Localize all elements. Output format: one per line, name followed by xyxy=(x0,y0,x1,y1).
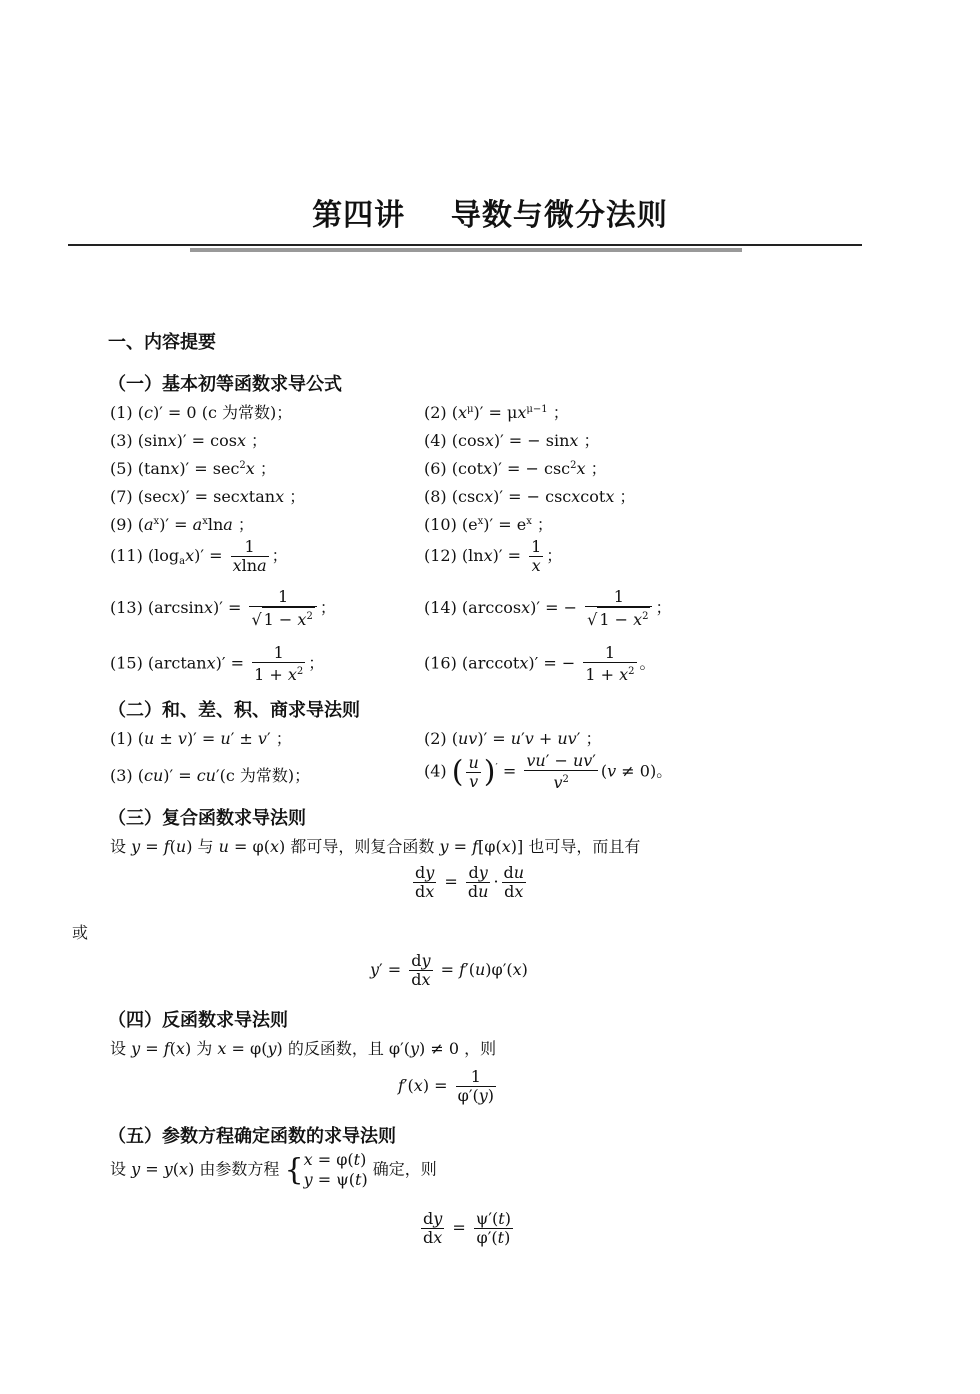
formula-label: (3) xyxy=(110,766,133,785)
section-3-intro: 设 y = f(u) 与 u = φ(x) 都可导，则复合函数 y = f[φ(x)] 也可导，而且有 xyxy=(110,837,641,856)
intro-text: 设 xyxy=(110,1039,127,1058)
intro-text: 由参数方程 xyxy=(199,1159,280,1179)
rule-constant: (3) (cu)′ = cu′(c 为常数)； xyxy=(110,766,311,785)
formula-label: (4) xyxy=(424,431,447,450)
formula-1: (1) (c)′ = 0 (c 为常数)； xyxy=(110,403,293,422)
parametric-rule-formula: $\frac{dy}{dx}$ = $\frac{\psi'(t)}{\varphi'(t)}$ xyxy=(423,1209,511,1247)
fraction: $\frac{dy}{dx}$ xyxy=(423,1209,443,1247)
fraction: $\frac{1}{\varphi'(y)}$ xyxy=(457,1067,495,1105)
section-5-intro: 设 y = y(x) 由参数方程 { x = φ(t) y = ψ(t) 确定，则 xyxy=(110,1150,437,1189)
formula-8: (8) (cscx)′ = − cscxcotx ； xyxy=(424,487,636,506)
formula-label: (14) xyxy=(424,598,457,617)
formula-label: (9) xyxy=(110,515,133,534)
formula-label: (2) xyxy=(424,729,447,748)
const-note: c 为常数 xyxy=(207,403,270,422)
formula-label: (12) xyxy=(424,546,457,565)
inverse-rule-formula: f′(x) = $\frac{1}{\varphi'(y)}$ xyxy=(398,1067,495,1105)
formula-15: (15) (arctanx)′ = $\frac{1}{1 + x^2}$ ； xyxy=(110,643,325,684)
fraction: $\frac{1}{1 + x^2}$ xyxy=(585,643,635,684)
parametric-system: x = φ(t) y = ψ(t) xyxy=(303,1150,368,1189)
formula-10: (10) $(e^x)' = e^x$ ； xyxy=(424,515,553,534)
rule-product: (2) (uv)′ = u′v + uv′ ； xyxy=(424,729,602,748)
fraction: $\frac{\psi'(t)}{\varphi'(t)}$ xyxy=(475,1209,511,1247)
fraction: $\frac{u}{v}$ xyxy=(468,752,479,791)
formula-label: (15) xyxy=(110,653,143,673)
formula-7: (7) (secx)′ = secxtanx ； xyxy=(110,487,306,506)
formula-12: (12) (lnx)′ = $\frac{1}{x}$ ； xyxy=(424,537,563,575)
intro-text: 设 xyxy=(110,1159,127,1179)
formula-3: (3) (sinx)′ = cosx ； xyxy=(110,431,268,450)
title-rule-shade xyxy=(190,248,742,252)
formula-5: (5) $(\tan x)' = \sec^2x$ ； xyxy=(110,459,276,478)
fraction: $\frac{dy}{dx}$ xyxy=(415,863,435,901)
formula-4: (4) (cosx)′ = − sinx ； xyxy=(424,431,600,450)
fraction: $\frac{1}{xlna}$ xyxy=(232,537,267,575)
formula-label: (10) xyxy=(424,515,457,534)
formula-label: (1) xyxy=(110,729,133,748)
formula-11: (11) $(\log_ax)'$ = $\frac{1}{xlna}$ ； xyxy=(110,537,288,575)
summary-heading: 一、内容提要 xyxy=(108,332,216,353)
formula-14: (14) (arccosx)′ = − $\frac{1}{√ 1 - x^2}$ ； xyxy=(424,587,672,629)
fraction: $\frac{1}{√ 1 - x^2}$ xyxy=(249,588,316,629)
formula-label: (7) xyxy=(110,487,133,506)
formula-13: (13) (arcsinx)′ = $\frac{1}{√ 1 - x^2}$ ； xyxy=(110,587,336,629)
section-2-heading: （二）和、差、积、商求导法则 xyxy=(108,700,360,721)
intro-text: 也可导，而且有 xyxy=(528,837,641,856)
formula-9: (9) $(a^x)' = a^x\ln a$ ； xyxy=(110,515,254,534)
section-5-heading: （五）参数方程确定函数的求导法则 xyxy=(108,1126,396,1147)
formula-label: (1) xyxy=(110,403,133,422)
fraction: $\frac{vu' - uv'}{v^2}$ xyxy=(526,751,596,792)
formula-label: (11) xyxy=(110,546,143,565)
fraction: $\frac{1}{1 + x^2}$ xyxy=(254,643,304,684)
formula-6: (6) (cotx)′ = − $\csc^2x$ ； xyxy=(424,459,607,478)
formula-label: (5) xyxy=(110,459,133,478)
formula-2: (2) $(x^\mu)' = \mu x^{\mu-1}$ ； xyxy=(424,403,569,422)
formula-label: (4) xyxy=(424,761,447,781)
title-rule xyxy=(68,244,862,246)
fraction: $\frac{dy}{dx}$ xyxy=(411,951,431,989)
const-note: c 为常数 xyxy=(225,766,288,785)
rule-quotient: (4) ( $\frac{u}{v}$ )′ = $\frac{vu' - uv'}{v^2}$ (v ≠ 0)。 xyxy=(424,751,673,792)
formula-label: (13) xyxy=(110,598,143,617)
fraction: $\frac{dy}{du}$ xyxy=(467,863,489,901)
intro-text: 都可导，则复合函数 xyxy=(290,837,435,856)
section-1-heading: （一）基本初等函数求导公式 xyxy=(108,374,342,395)
fraction: $\frac{1}{√ 1 - x^2}$ xyxy=(585,588,652,629)
fraction: $\frac{1}{x}$ xyxy=(531,537,542,575)
intro-text: 确定，则 xyxy=(372,1159,437,1179)
rule-sum: (1) (u ± v)′ = u′ ± v′ ； xyxy=(110,729,292,748)
section-4-intro: 设 y = f(x) 为 x = φ(y) 的反函数，且 φ′(y) ≠ 0 ，则 xyxy=(110,1039,497,1058)
formula-label: (8) xyxy=(424,487,447,506)
formula-label: (2) xyxy=(424,403,447,422)
formula-16: (16) (arccotx)′ = − $\frac{1}{1 + x^2}$ 。 xyxy=(424,643,656,684)
page-title: 第四讲 导数与微分法则 xyxy=(312,198,668,233)
intro-text: 的反函数，且 xyxy=(287,1039,384,1058)
section-3-heading: （三）复合函数求导法则 xyxy=(108,808,306,829)
section-4-heading: （四）反函数求导法则 xyxy=(108,1010,288,1031)
chain-rule-formula: $\frac{dy}{dx}$ = $\frac{dy}{du}$ · $\frac{du}{dx}$ xyxy=(415,863,525,901)
formula-label: (16) xyxy=(424,653,457,673)
or-text: 或 xyxy=(72,923,89,942)
chain-rule-alt: y′ = $\frac{dy}{dx}$ = f′(u)φ′(x) xyxy=(370,951,528,989)
formula-label: (6) xyxy=(424,459,447,478)
intro-text: 设 xyxy=(110,837,127,856)
fraction: $\frac{du}{dx}$ xyxy=(503,863,525,901)
intro-text: 为 xyxy=(196,1039,213,1058)
intro-text: ，则 xyxy=(464,1039,497,1058)
formula-label: (3) xyxy=(110,431,133,450)
intro-text: 与 xyxy=(197,837,214,856)
